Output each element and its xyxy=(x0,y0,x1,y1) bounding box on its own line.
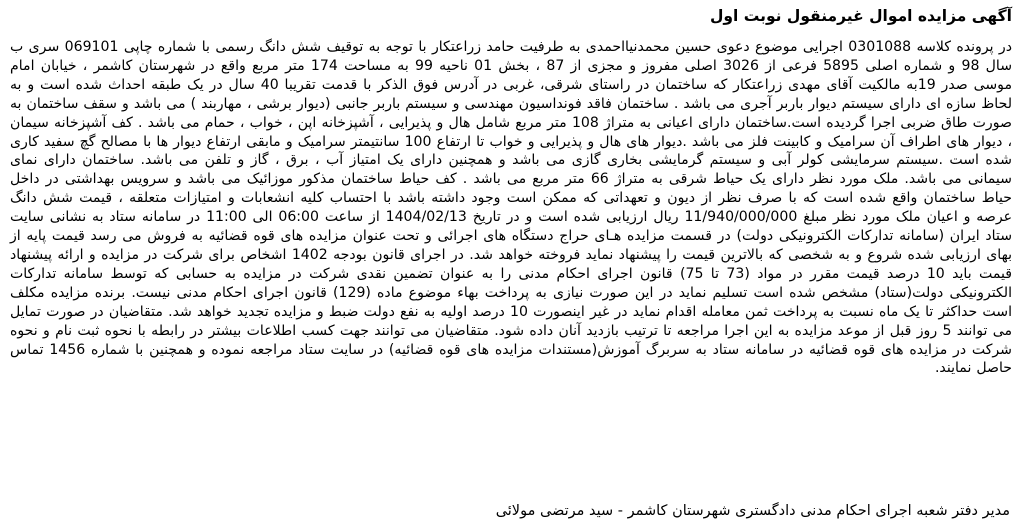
notice-signature: مدیر دفتر شعبه اجرای احکام مدنی دادگستری شهرستان کاشمر - سید مرتضی مولائی xyxy=(495,503,1010,519)
notice-body: در پرونده کلاسه 0301088 اجرایی موضوع دعوی حسین محمدنیااحمدی به طرفیت حامد زراعتکار با توجه به توقیف شش دانگ رسمی با شماره چاپی 069101 سری ب سال 98 و شماره اصلی 5895 فرعی از 3026 اصلی مفروز و مجزی از 87 ، بخش 01 ناحیه 99 به مساحت 174 متر مربع واقع در شهرستان کاشمر ، خیابان امام موسی صدر 19به مالکیت آقای مهدی زراعتکار که ساختمان در راستای شرقی، غربی در آدرس فوق الذکر با قدمت تقریبا 40 سال در یک طبقه احداث شده است و به لحاظ سازه ای دارای سیستم دیوار باربر آجری می باشد . ساختمان فاقد فونداسیون مهندسی و سیستم باربر جانبی (دیوار برشی ، مهاربند ) می باشد و سقف ساختمان به صورت طاق ضربی اجرا گردیده است.ساختمان دارای اعیانی به متراژ 108 متر مربع شامل هال و پذیرایی ، آشپزخانه اپن ، خواب ، حمام می باشد . کف آشپزخانه سیمان ، دیوار های اطراف آن سرامیک و کابینت فلز می باشد .دیوار های هال و پذیرایی و خواب تا ارتفاع 100 سانتیمتر سرامیک و مابقی ارتفاع دیوار ها با مصالح گچ سفید کاری شده است .سیستم سرمایشی کولر آبی و سیستم گرمایشی بخاری گازی می باشد و همچنین دارای یک امتیاز آب ، برق ، گاز و تلفن می باشد. ساختمان دارای نمای سیمانی می باشد. ملک مورد نظر دارای یک حیاط شرقی به متراژ 66 متر مربع می باشد . کف حیاط ساختمان مذکور موزائیک می باشد و سرویس بهداشتی در داخل حیاط ساختمان واقع شده است که با صرف نظر از دیون و تعهداتی که ممکن است وجود داشته باشد با احتساب کلیه انشعابات و امتیازات متعلقه ، قیمت شش دانگ عرصه و اعیان ملک مورد نظر مبلغ 11/940/000/000 ریال ارزیابی شده است و در تاریخ 1404/02/13 از ساعت 06:00 الی 11:00 در سامانه ستاد به نشانی سایت ستاد ایران (سامانه تدارکات الکترونیکی دولت) در قسمت مزایده هـای حراج دستگاه های اجرائی و تحت عنوان مزایده های قوه قضائیه به فروش می رسد قیمت پایه از بهای ارزیابی شده شروع و به شخصی که بالاترین قیمت را پیشنهاد نماید فروخته خواهد شد. در اجرای قانون بودجه 1402 اشخاص برای شرکت در مزایده و ارائه پیشنهاد قیمت باید 10 درصد قیمت مقرر در مواد (73 تا 75) قانون اجرای احکام مدنی را به عنوان تضمین نقدی شرکت در مزایده به حسابی که توسط سامانه تدارکات الکترونیکی دولت(ستاد) مشخص شده است تسلیم نماید در این صورت نیازی به پرداخت بهاء موضوع ماده (129) قانون اجرای احکام مدنی نیست. برنده مزایده مکلف است حداکثر تا یک ماه نسبت به پرداخت ثمن معامله اقدام نماید در غیر اینصورت 10 درصد اولیه به نفع دولت ضبط و مزایده تجدید خواهد شد. متقاضیان در صورت تمایل می توانند 5 روز قبل از موعد مزایده به این اجرا مراجعه تا ترتیب بازدید آنان داده شود. متقاضیان می توانند جهت کسب اطلاعات بیشتر در رابطه با نحوه ثبت نام و نحوه شرکت در مزایده های قوه قضائیه در سامانه ستاد به سربرگ آموزش(مستندات مزایده های قوه قضائیه) در سایت ستاد مراجعه نموده و همچنین با شماره 1456 تماس حاصل نمایند. xyxy=(10,39,1013,377)
notice-title: آگهی مزایده اموال غیرمنقول نوبت اول xyxy=(709,7,1012,25)
